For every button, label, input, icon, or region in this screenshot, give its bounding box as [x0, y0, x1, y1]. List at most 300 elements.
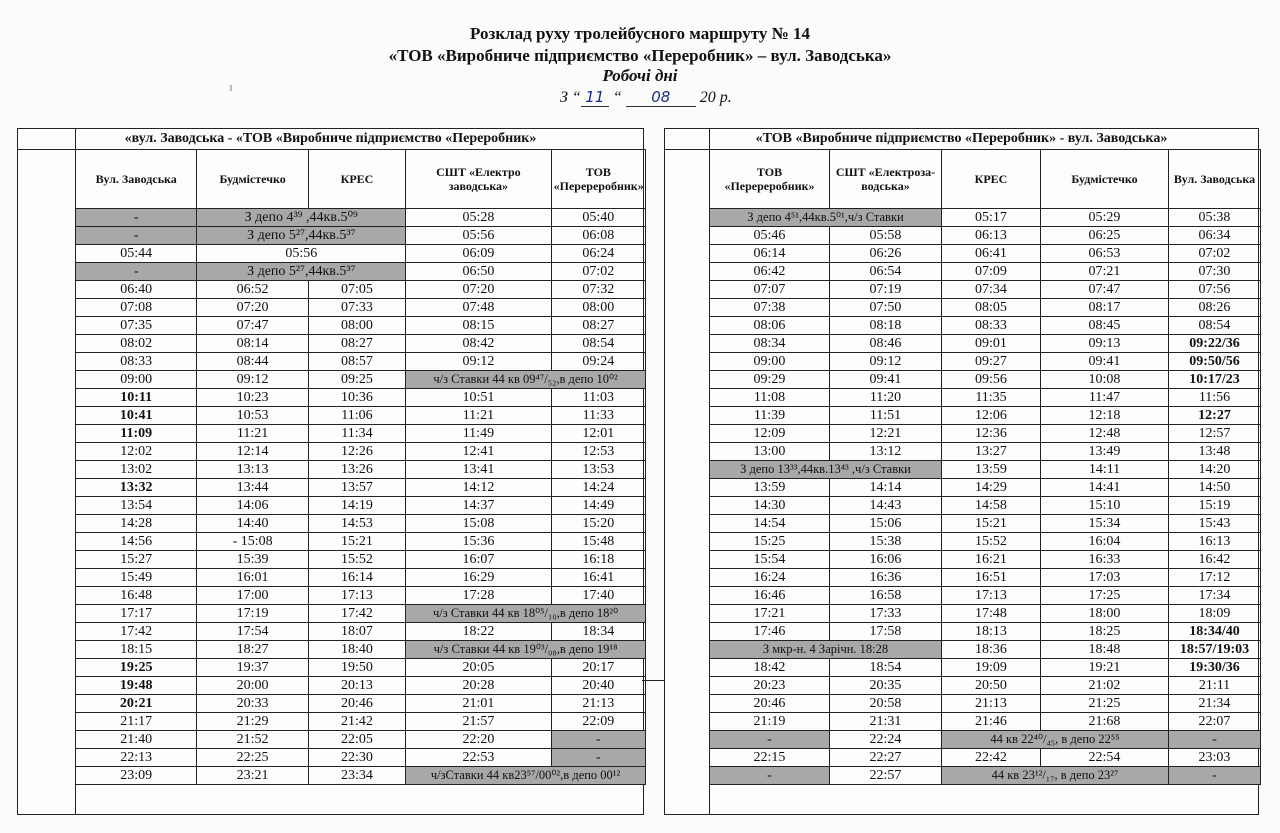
- time-cell: 22:53: [406, 749, 552, 767]
- time-cell: 07:47: [197, 317, 308, 335]
- time-cell: 17:17: [76, 605, 197, 623]
- time-cell: 21:52: [197, 731, 308, 749]
- time-cell: 17:13: [942, 587, 1041, 605]
- table-row: [76, 749, 646, 767]
- time-cell: 19:21: [1041, 659, 1169, 677]
- table-row: [76, 731, 646, 749]
- column-header: Будмістечко: [1041, 150, 1169, 209]
- time-cell: 19:30/36: [1169, 659, 1261, 677]
- time-cell: 07:48: [406, 299, 552, 317]
- time-cell: 16:42: [1169, 551, 1261, 569]
- depot-note-cell: -: [551, 731, 645, 749]
- depot-note-cell: З депо 5²⁷,44кв.5³⁷: [197, 227, 406, 245]
- time-cell: 17:42: [308, 605, 405, 623]
- time-cell: 18:40: [308, 641, 405, 659]
- time-cell: 11:06: [308, 407, 405, 425]
- time-cell: 06:13: [942, 227, 1041, 245]
- time-cell: 14:24: [551, 479, 645, 497]
- column-header: ТОВ «Перереробник»: [710, 150, 830, 209]
- time-cell: 17:54: [197, 623, 308, 641]
- time-cell: 20:23: [710, 677, 830, 695]
- time-cell: 13:59: [710, 479, 830, 497]
- time-cell: 20:58: [830, 695, 942, 713]
- time-cell: 13:32: [76, 479, 197, 497]
- right-stub-column: [665, 129, 710, 814]
- date-suffix: 20 р.: [699, 89, 732, 106]
- time-cell: 18:00: [1041, 605, 1169, 623]
- time-cell: 15:27: [76, 551, 197, 569]
- depot-note-cell: -: [1169, 731, 1261, 749]
- time-cell: 14:56: [76, 533, 197, 551]
- time-cell: 19:50: [308, 659, 405, 677]
- table-row: [710, 209, 1261, 227]
- time-cell: 22:25: [197, 749, 308, 767]
- table-row: [710, 317, 1261, 335]
- time-cell: 09:29: [710, 371, 830, 389]
- time-cell: 09:27: [942, 353, 1041, 371]
- time-cell: 08:14: [197, 335, 308, 353]
- time-cell: 22:42: [942, 749, 1041, 767]
- time-cell: 11:47: [1041, 389, 1169, 407]
- table-row: [76, 443, 646, 461]
- time-cell: 16:14: [308, 569, 405, 587]
- time-cell: 17:34: [1169, 587, 1261, 605]
- time-cell: 14:43: [830, 497, 942, 515]
- time-cell: 21:02: [1041, 677, 1169, 695]
- time-cell: 09:12: [830, 353, 942, 371]
- depot-note-cell: З депо 5²⁷,44кв.5³⁷: [197, 263, 406, 281]
- time-cell: 12:18: [1041, 407, 1169, 425]
- table-row: [710, 371, 1261, 389]
- column-header: Вул. Заводська: [1169, 150, 1261, 209]
- time-cell: 12:09: [710, 425, 830, 443]
- time-cell: 17:12: [1169, 569, 1261, 587]
- time-cell: 08:02: [76, 335, 197, 353]
- time-cell: 22:27: [830, 749, 942, 767]
- time-cell: 15:54: [710, 551, 830, 569]
- time-cell: 18:34: [551, 623, 645, 641]
- time-cell: 05:56: [197, 245, 406, 263]
- time-cell: 16:51: [942, 569, 1041, 587]
- time-cell: 08:34: [710, 335, 830, 353]
- time-cell: 18:09: [1169, 605, 1261, 623]
- time-cell: 08:46: [830, 335, 942, 353]
- time-cell: 14:30: [710, 497, 830, 515]
- time-cell: 10:23: [197, 389, 308, 407]
- time-cell: 22:57: [830, 767, 942, 785]
- time-cell: 23:21: [197, 767, 308, 785]
- table-row: [710, 263, 1261, 281]
- time-cell: 22:13: [76, 749, 197, 767]
- time-cell: 20:33: [197, 695, 308, 713]
- time-cell: 09:13: [1041, 335, 1169, 353]
- time-cell: 16:04: [1041, 533, 1169, 551]
- time-cell: 13:54: [76, 497, 197, 515]
- time-cell: 21:01: [406, 695, 552, 713]
- time-cell: 16:33: [1041, 551, 1169, 569]
- time-cell: 17:25: [1041, 587, 1169, 605]
- table-row: [76, 641, 646, 659]
- time-cell: 07:33: [308, 299, 405, 317]
- time-cell: 08:27: [551, 317, 645, 335]
- time-cell: 06:52: [197, 281, 308, 299]
- time-cell: 09:01: [942, 335, 1041, 353]
- date-mid: “: [612, 89, 622, 106]
- time-cell: 21:11: [1169, 677, 1261, 695]
- column-header: ТОВ «Перереробник»: [551, 150, 645, 209]
- depot-note-cell: ч/з Ставки 44 кв 18⁰⁵/₁₀,в депо 18²⁰: [406, 605, 646, 623]
- time-cell: 08:33: [942, 317, 1041, 335]
- time-cell: 18:34/40: [1169, 623, 1261, 641]
- depot-note-cell: З депо 4³⁹ ,44кв.5⁰⁹: [197, 209, 406, 227]
- time-cell: 13:26: [308, 461, 405, 479]
- time-cell: 16:29: [406, 569, 552, 587]
- time-cell: 08:00: [551, 299, 645, 317]
- time-cell: 21:31: [830, 713, 942, 731]
- time-cell: 22:15: [710, 749, 830, 767]
- time-cell: 14:12: [406, 479, 552, 497]
- left-panel: [17, 128, 644, 815]
- time-cell: 15:48: [551, 533, 645, 551]
- time-cell: 15:10: [1041, 497, 1169, 515]
- time-cell: 14:50: [1169, 479, 1261, 497]
- column-header: КРЕС: [942, 150, 1041, 209]
- table-row: [710, 461, 1261, 479]
- days-label: Робочі дні: [602, 66, 678, 85]
- time-cell: 08:54: [1169, 317, 1261, 335]
- table-row: [710, 587, 1261, 605]
- time-cell: 12:06: [942, 407, 1041, 425]
- time-cell: 09:24: [551, 353, 645, 371]
- time-cell: 22:30: [308, 749, 405, 767]
- time-cell: 22:54: [1041, 749, 1169, 767]
- time-cell: 13:02: [76, 461, 197, 479]
- time-cell: 17:42: [76, 623, 197, 641]
- time-cell: 20:46: [710, 695, 830, 713]
- time-cell: 14:19: [308, 497, 405, 515]
- table-row: [76, 335, 646, 353]
- time-cell: 07:30: [1169, 263, 1261, 281]
- time-cell: 06:26: [830, 245, 942, 263]
- time-cell: 06:24: [551, 245, 645, 263]
- time-cell: 18:57/19:03: [1169, 641, 1261, 659]
- time-cell: 06:14: [710, 245, 830, 263]
- time-cell: 17:03: [1041, 569, 1169, 587]
- time-cell: 18:36: [942, 641, 1041, 659]
- time-cell: 19:37: [197, 659, 308, 677]
- time-cell: 16:21: [942, 551, 1041, 569]
- time-cell: 11:21: [197, 425, 308, 443]
- time-cell: 18:07: [308, 623, 405, 641]
- time-cell: 16:48: [76, 587, 197, 605]
- table-row: [76, 605, 646, 623]
- time-cell: 06:53: [1041, 245, 1169, 263]
- time-cell: 15:49: [76, 569, 197, 587]
- time-cell: 11:33: [551, 407, 645, 425]
- depot-note-cell: -: [551, 749, 645, 767]
- time-cell: 09:41: [1041, 353, 1169, 371]
- depot-note-cell: З депо 13³³,44кв.13⁴³ ,ч/з Ставки: [710, 461, 942, 479]
- header-row: [76, 150, 646, 209]
- time-cell: 23:09: [76, 767, 197, 785]
- time-cell: 07:20: [197, 299, 308, 317]
- table-row: [76, 677, 646, 695]
- time-cell: 10:36: [308, 389, 405, 407]
- time-cell: 20:40: [551, 677, 645, 695]
- time-cell: 21:68: [1041, 713, 1169, 731]
- depot-note-cell: -: [710, 731, 830, 749]
- time-cell: 14:06: [197, 497, 308, 515]
- time-cell: 15:52: [942, 533, 1041, 551]
- column-header: КРЕС: [308, 150, 405, 209]
- time-cell: 16:24: [710, 569, 830, 587]
- depot-note-cell: -: [1169, 767, 1261, 785]
- time-cell: 12:21: [830, 425, 942, 443]
- time-cell: - 15:08: [197, 533, 308, 551]
- table-row: [710, 497, 1261, 515]
- table-row: [710, 353, 1261, 371]
- time-cell: 07:02: [551, 263, 645, 281]
- time-cell: 17:33: [830, 605, 942, 623]
- time-cell: 05:17: [942, 209, 1041, 227]
- time-cell: 08:54: [551, 335, 645, 353]
- time-cell: 17:19: [197, 605, 308, 623]
- time-cell: 15:43: [1169, 515, 1261, 533]
- time-cell: 21:40: [76, 731, 197, 749]
- table-row: [710, 299, 1261, 317]
- time-cell: 21:25: [1041, 695, 1169, 713]
- time-cell: 07:34: [942, 281, 1041, 299]
- depot-note-cell: -: [76, 209, 197, 227]
- time-cell: 13:41: [406, 461, 552, 479]
- time-cell: 11:03: [551, 389, 645, 407]
- table-row: [710, 389, 1261, 407]
- time-cell: 07:47: [1041, 281, 1169, 299]
- time-cell: 19:25: [76, 659, 197, 677]
- column-header: СШТ «Електроза-водська»: [830, 150, 942, 209]
- time-cell: 18:27: [197, 641, 308, 659]
- time-cell: 07:05: [308, 281, 405, 299]
- depot-note-cell: З депо 4⁵¹,44кв.5⁰¹,ч/з Ставки: [710, 209, 942, 227]
- time-cell: 14:41: [1041, 479, 1169, 497]
- time-cell: 16:06: [830, 551, 942, 569]
- time-cell: 14:54: [710, 515, 830, 533]
- time-cell: 08:05: [942, 299, 1041, 317]
- time-cell: 20:21: [76, 695, 197, 713]
- time-cell: 16:41: [551, 569, 645, 587]
- time-cell: 05:40: [551, 209, 645, 227]
- time-cell: 16:01: [197, 569, 308, 587]
- time-cell: 16:46: [710, 587, 830, 605]
- time-cell: 12:27: [1169, 407, 1261, 425]
- time-cell: 16:58: [830, 587, 942, 605]
- time-cell: 14:40: [197, 515, 308, 533]
- depot-note-cell: З мкр-н. 4 Зарічн. 18:28: [710, 641, 942, 659]
- time-cell: 14:20: [1169, 461, 1261, 479]
- table-row: [710, 767, 1261, 785]
- date-day: 11: [581, 88, 609, 107]
- table-row: [710, 695, 1261, 713]
- time-cell: 14:29: [942, 479, 1041, 497]
- depot-note-cell: -: [76, 263, 197, 281]
- time-cell: 08:33: [76, 353, 197, 371]
- time-cell: 13:53: [551, 461, 645, 479]
- time-cell: 07:32: [551, 281, 645, 299]
- time-cell: 09:22/36: [1169, 335, 1261, 353]
- column-header: Будмістечко: [197, 150, 308, 209]
- time-cell: 22:09: [551, 713, 645, 731]
- time-cell: 07:56: [1169, 281, 1261, 299]
- time-cell: 05:58: [830, 227, 942, 245]
- table-row: [710, 713, 1261, 731]
- time-cell: 08:26: [1169, 299, 1261, 317]
- time-cell: 17:40: [551, 587, 645, 605]
- time-cell: 13:48: [1169, 443, 1261, 461]
- table-row: [76, 497, 646, 515]
- table-row: [76, 515, 646, 533]
- time-cell: 08:06: [710, 317, 830, 335]
- time-cell: 09:12: [197, 371, 308, 389]
- time-cell: 15:08: [406, 515, 552, 533]
- time-cell: 14:53: [308, 515, 405, 533]
- time-cell: 14:28: [76, 515, 197, 533]
- table-row: [76, 695, 646, 713]
- depot-note-cell: ч/зСтавки 44 кв23⁵⁷/00⁰²,в депо 00¹²: [406, 767, 646, 785]
- time-cell: 14:49: [551, 497, 645, 515]
- time-cell: 17:58: [830, 623, 942, 641]
- table-row: [76, 371, 646, 389]
- time-cell: 09:25: [308, 371, 405, 389]
- time-cell: 06:25: [1041, 227, 1169, 245]
- table-row: [710, 641, 1261, 659]
- time-cell: 13:44: [197, 479, 308, 497]
- time-cell: 07:38: [710, 299, 830, 317]
- time-cell: 13:12: [830, 443, 942, 461]
- table-row: [710, 569, 1261, 587]
- time-cell: 13:59: [942, 461, 1041, 479]
- left-stub-column: [18, 129, 76, 814]
- time-cell: 08:18: [830, 317, 942, 335]
- time-cell: 08:27: [308, 335, 405, 353]
- time-cell: 07:09: [942, 263, 1041, 281]
- time-cell: 14:58: [942, 497, 1041, 515]
- time-cell: 17:00: [197, 587, 308, 605]
- time-cell: 17:28: [406, 587, 552, 605]
- time-cell: 15:21: [308, 533, 405, 551]
- table-row: [76, 425, 646, 443]
- time-cell: 07:20: [406, 281, 552, 299]
- time-cell: 12:02: [76, 443, 197, 461]
- table-row: [76, 533, 646, 551]
- table-row: [710, 227, 1261, 245]
- scan-mark: [230, 85, 232, 91]
- time-cell: 12:57: [1169, 425, 1261, 443]
- depot-note-cell: 44 кв 22⁴⁰/₄₅, в депо 22⁵⁵: [942, 731, 1169, 749]
- time-cell: 15:06: [830, 515, 942, 533]
- time-cell: 17:46: [710, 623, 830, 641]
- time-cell: 12:41: [406, 443, 552, 461]
- depot-note-cell: 44 кв 23¹²/₁₇, в депо 23²⁷: [942, 767, 1169, 785]
- time-cell: 07:19: [830, 281, 942, 299]
- time-cell: 07:08: [76, 299, 197, 317]
- time-cell: 20:00: [197, 677, 308, 695]
- depot-note-cell: ч/з Ставки 44 кв 19⁰³/₀₈,в депо 19¹⁸: [406, 641, 646, 659]
- time-cell: 13:13: [197, 461, 308, 479]
- page-title: Розклад руху тролейбусного маршруту № 14: [470, 24, 810, 43]
- time-cell: 11:39: [710, 407, 830, 425]
- table-row: [710, 425, 1261, 443]
- time-cell: 06:50: [406, 263, 552, 281]
- table-row: [76, 551, 646, 569]
- time-cell: 08:42: [406, 335, 552, 353]
- time-cell: 06:40: [76, 281, 197, 299]
- date-line: [560, 88, 760, 107]
- time-cell: 11:08: [710, 389, 830, 407]
- table-row: [76, 479, 646, 497]
- time-cell: 12:14: [197, 443, 308, 461]
- table-row: [76, 461, 646, 479]
- time-cell: 21:42: [308, 713, 405, 731]
- time-cell: 11:56: [1169, 389, 1261, 407]
- table-row: [76, 569, 646, 587]
- time-cell: 22:07: [1169, 713, 1261, 731]
- time-cell: 21:19: [710, 713, 830, 731]
- time-cell: 15:39: [197, 551, 308, 569]
- time-cell: 15:19: [1169, 497, 1261, 515]
- left-timetable: [75, 149, 646, 785]
- time-cell: 09:56: [942, 371, 1041, 389]
- table-row: [76, 623, 646, 641]
- table-row: [710, 551, 1261, 569]
- time-cell: 10:08: [1041, 371, 1169, 389]
- time-cell: 09:41: [830, 371, 942, 389]
- time-cell: 18:54: [830, 659, 942, 677]
- time-cell: 09:50/56: [1169, 353, 1261, 371]
- right-timetable: [709, 149, 1261, 785]
- time-cell: 15:34: [1041, 515, 1169, 533]
- time-cell: 22:24: [830, 731, 942, 749]
- table-row: [710, 479, 1261, 497]
- depot-note-cell: ч/з Ставки 44 кв 09⁴⁷/₅₂,в депо 10⁰²: [406, 371, 646, 389]
- time-cell: 08:17: [1041, 299, 1169, 317]
- time-cell: 13:27: [942, 443, 1041, 461]
- time-cell: 13:49: [1041, 443, 1169, 461]
- table-row: [76, 353, 646, 371]
- time-cell: 08:57: [308, 353, 405, 371]
- table-row: [76, 317, 646, 335]
- time-cell: 12:01: [551, 425, 645, 443]
- time-cell: 06:09: [406, 245, 552, 263]
- time-cell: 18:25: [1041, 623, 1169, 641]
- time-cell: 15:21: [942, 515, 1041, 533]
- table-row: [710, 407, 1261, 425]
- table-row: [710, 731, 1261, 749]
- table-row: [710, 335, 1261, 353]
- time-cell: 15:36: [406, 533, 552, 551]
- time-cell: 20:50: [942, 677, 1041, 695]
- time-cell: 07:02: [1169, 245, 1261, 263]
- date-prefix: З “: [560, 89, 581, 106]
- table-row: [76, 713, 646, 731]
- time-cell: 18:13: [942, 623, 1041, 641]
- time-cell: 09:00: [710, 353, 830, 371]
- time-cell: 13:57: [308, 479, 405, 497]
- time-cell: 06:08: [551, 227, 645, 245]
- table-row: [710, 623, 1261, 641]
- time-cell: 19:48: [76, 677, 197, 695]
- time-cell: 17:48: [942, 605, 1041, 623]
- time-cell: 11:34: [308, 425, 405, 443]
